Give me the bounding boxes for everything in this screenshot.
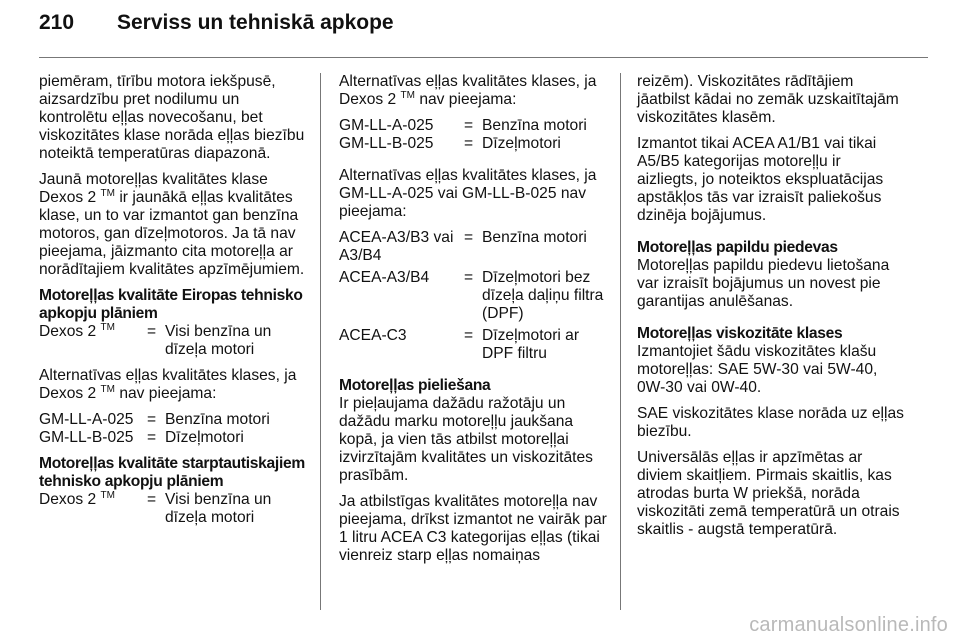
- paragraph: reizēm). Viskozitātes rādītājiem jāatbilst kādai no zemāk uzskaitītajām viskozitātes klasēm.: [637, 73, 899, 126]
- table-key: ACEA-A3/B4: [339, 269, 430, 286]
- table-key: ACEA-A3/B3 vai A3/B4: [339, 229, 454, 264]
- page-number: 210: [39, 11, 75, 34]
- table-eq: =: [464, 229, 474, 246]
- table-key: ACEA-C3: [339, 327, 407, 344]
- column-3: [637, 73, 905, 547]
- section-heading: Motoreļļas kvalitāte starptautiskajiem tehnisko apkopju plāniem: [39, 455, 305, 490]
- trademark: TM: [400, 89, 415, 101]
- table-value: Benzīna motori: [482, 229, 587, 246]
- table-key: GM-LL-A-025: [39, 411, 134, 428]
- table-eq: =: [147, 323, 157, 340]
- paragraph: Ja atbilstīgas kvalitātes motoreļļa nav pieejama, drīkst izmantot ne vairāk par 1 litru ACEA C3 kategorijas eļļas (tikai vienreiz starp eļļas nomaiņas: [339, 493, 607, 564]
- section-heading: Motoreļļas pieliešana: [339, 377, 491, 394]
- section-heading: Motoreļļas papildu piedevas: [637, 239, 838, 256]
- paragraph: piemēram, tīrību motora iekšpusē, aizsardzību pret nodilumu un kontrolētu eļļas novecošanu, bet viskozitātes klase norāda eļļas biezību noteiktā temperatūras diapazonā.: [39, 73, 305, 162]
- section-heading: Motoreļļas kvalitāte Eiropas tehnisko apkopju plāniem: [39, 287, 303, 322]
- table-value: Dīzeļmotori ar DPF filtru: [482, 327, 580, 362]
- paragraph: Ir pieļaujama dažādu ražotāju un dažādu marku motoreļļu jaukšana kopā, ja vien tās atbilst motoreļļai izvirzītajām kvalitātes un viskozitātes prasībām.: [339, 395, 593, 484]
- table-value: Visi benzīna un dīzeļa motori: [165, 491, 272, 526]
- table-key: Dexos 2 ™: [39, 321, 115, 340]
- table-key: GM-LL-A-025: [339, 117, 434, 134]
- table-value: Visi benzīna un dīzeļa motori: [165, 323, 272, 358]
- paragraph: Izmantot tikai ACEA A1/B1 vai tikai A5/B5 kategorijas motoreļļu ir aizliegts, jo noteiktos ekspluatācijas apstākļos tās var izraisīt paliekošus dzinēja bojājumus.: [637, 135, 884, 224]
- table-eq: =: [147, 491, 157, 508]
- table-eq: =: [464, 269, 474, 286]
- page-header: [39, 11, 394, 44]
- paragraph: Universālās eļļas ir apzīmētas ar diviem skaitļiem. Pirmais skaitlis, kas atrodas burta W priekšā, norāda viskozitāti zemā temperatūrā un otrais skaitlis - augstā temperatūrā.: [637, 449, 900, 538]
- paragraph: Alternatīvas eļļas kvalitātes klases, ja GM-LL-A-025 vai GM-LL-B-025 nav pieejama:: [339, 167, 597, 220]
- paragraph: Jaunā motoreļļas kvalitātes klase Dexos 2 ™ ir jaunākā eļļas kvalitātes klase, un to var izmantot gan benzīna motoros, gan dīzeļmotoros. Ja tā nav pieejama, jāizmanto cita motoreļļa ar norādītajiem kvalitātes apzīmējumiem.: [39, 171, 305, 278]
- spec-table: [39, 323, 307, 359]
- paragraph: Izmantojiet šādu viskozitātes klašu motoreļļas: SAE 5W-30 vai 5W-40, 0W-30 vai 0W-40.: [637, 343, 878, 396]
- column-1: [39, 73, 307, 535]
- spec-table: [39, 411, 307, 447]
- section-heading: Motoreļļas viskozitāte klases: [637, 325, 843, 342]
- spec-table: [339, 229, 607, 363]
- paragraph: Alternatīvas eļļas kvalitātes klases, ja Dexos 2 ™ nav pieejama:: [39, 367, 297, 402]
- paragraph: Alternatīvas eļļas kvalitātes klases, ja Dexos 2 ™ nav pieejama:: [339, 73, 597, 108]
- column-divider-2: [620, 73, 621, 610]
- paragraph: Motoreļļas papildu piedevu lietošana var izraisīt bojājumus un novest pie garantijas anulēšanas.: [637, 257, 890, 310]
- table-value: Dīzeļmotori: [482, 135, 561, 152]
- trademark: TM: [100, 187, 115, 199]
- spec-table: [339, 117, 607, 153]
- table-eq: =: [464, 135, 474, 152]
- trademark: TM: [100, 383, 115, 395]
- watermark: carmanualsonline.info: [749, 614, 948, 636]
- table-eq: =: [147, 429, 157, 446]
- table-value: Dīzeļmotori bez dīzeļa daļiņu filtra (DPF): [482, 269, 604, 322]
- table-value: Benzīna motori: [165, 411, 270, 428]
- table-value: Benzīna motori: [482, 117, 587, 134]
- table-key: Dexos 2 ™: [39, 489, 115, 508]
- table-key: GM-LL-B-025: [39, 429, 134, 446]
- paragraph: SAE viskozitātes klase norāda uz eļļas biezību.: [637, 405, 904, 440]
- header-rule: [39, 57, 928, 58]
- spec-table: [39, 491, 307, 527]
- table-key: GM-LL-B-025: [339, 135, 434, 152]
- page-title: Serviss un tehniskā apkope: [117, 11, 394, 34]
- table-value: Dīzeļmotori: [165, 429, 244, 446]
- table-eq: =: [464, 327, 474, 344]
- column-divider-1: [320, 73, 321, 610]
- table-eq: =: [464, 117, 474, 134]
- column-2: [339, 73, 607, 573]
- table-eq: =: [147, 411, 157, 428]
